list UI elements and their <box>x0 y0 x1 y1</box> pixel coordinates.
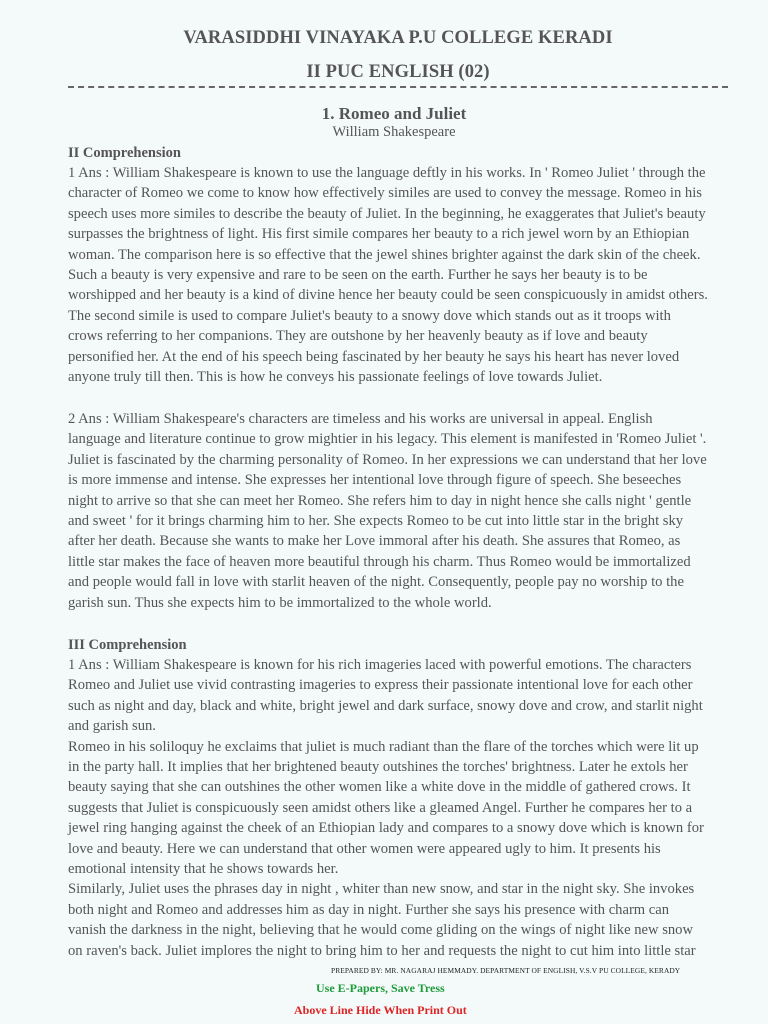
text-line: Such a beauty is very expensive and rare to be seen on the earth. Further he says her beauty is to be <box>68 267 648 284</box>
print-notice: Above Line Hide When Print Out <box>294 1003 467 1017</box>
text-line: garish sun. Thus she expects him to be immortalized to the whole world. <box>68 594 492 611</box>
text-line: surpasses the brightness of light. His first simile compares her beauty to a rich jewel worn by an Ethiopian <box>68 226 690 243</box>
section-heading-ii: II Comprehension <box>68 145 181 161</box>
answer-paragraph <box>68 163 740 387</box>
text-line: on raven's back. Juliet implores the night to bring him to her and requests the night to cut him into little star <box>68 942 696 959</box>
text-line: character of Romeo we come to know how effectively similes are used to convey the message. Romeo in his <box>68 185 702 202</box>
text-line: both night and Romeo and addresses him as day in night. Further she says his presence with charm can <box>68 901 670 918</box>
text-line: in the party hall. It implies that her brightened beauty outshines the torches' brightness. Later he extols her <box>68 759 688 776</box>
text-line: vanish the darkness in the night, believing that he would come gliding on the wings of night like new snow <box>68 922 694 939</box>
college-name: VARASIDDHI VINAYAKA P.U COLLEGE KERADI <box>183 28 613 48</box>
text-line: night to arrive so that she can meet her Romeo. She refers him to day in night hence she calls night ' gentle <box>68 492 692 509</box>
text-line: jewel ring hanging against the cheek of an Ethiopian lady and compares to a snowy dove which is known for <box>68 820 704 837</box>
course-title: II PUC ENGLISH (02) <box>306 62 490 82</box>
text-line: after her death. Because she wants to make her Love immoral after his death. She assures that Romeo, as <box>68 533 681 550</box>
text-line: love and beauty. Here we can understand that other women were appeared ugly to him. It presents his <box>68 840 661 857</box>
text-line: The second simile is used to compare Juliet's beauty to a snowy dove which stands out as it troops with <box>68 307 671 324</box>
prepared-by-text: PREPARED BY: MR. NAGARAJ HEMMADY. DEPARTMENT OF ENGLISH, V.S.V PU COLLEGE, KERADY <box>331 966 681 975</box>
text-line: personified her. At the end of his speech being fascinated by her beauty he says his heart has never loved <box>68 348 680 365</box>
lesson-title: 1. Romeo and Juliet <box>321 104 467 123</box>
text-line: 1 Ans : William Shakespeare is known for his rich imageries laced with powerful emotions. The characters <box>68 657 692 673</box>
text-line: speech uses more similes to describe the beauty of Juliet. In the beginning, he exaggerates that Juliet's beauty <box>68 205 706 222</box>
answer-paragraph <box>68 409 740 613</box>
text-line: language and literature continue to grow mightier in his legacy. This element is manifested in 'Romeo Juliet '. <box>68 431 707 448</box>
lesson-author: William Shakespeare <box>332 124 456 140</box>
text-line: suggests that Juliet is conspicuously seen amidst others like a gleamed Angel. Further he compares her to a <box>68 799 693 816</box>
text-line: 2 Ans : William Shakespeare's characters are timeless and his works are universal in appeal. English <box>68 411 653 427</box>
text-line: 1 Ans : William Shakespeare is known to use the language deftly in his works. In ' Romeo Juliet ' through the <box>68 165 706 181</box>
text-line: and sweet ' for it brings charming him to her. She expects Romeo to be cut into little star in the bright sky <box>68 513 684 530</box>
text-line: Similarly, Juliet uses the phrases day in night , whiter than new snow, and star in the night sky. She invokes <box>68 881 695 898</box>
text-line: worshipped and her beauty is a kind of divine hence her beauty could be seen conspicuously in amidst others. <box>68 287 708 304</box>
text-line: Juliet is fascinated by the charming personality of Romeo. In her expressions we can understand that her love <box>68 451 707 468</box>
text-line: little star makes the face of heaven more beautiful through his charm. Thus Romeo would be immortalized <box>68 553 691 570</box>
text-line: Romeo and Juliet use vivid contrasting imageries to express their passionate intentional love for each other <box>68 677 693 694</box>
text-line: and garish sun. <box>68 718 156 735</box>
section-heading-iii: III Comprehension <box>68 637 187 653</box>
text-line: anyone truly till then. This is how he conveys his passionate feelings of love towards Juliet. <box>68 369 603 386</box>
eco-slogan: Use E-Papers, Save Tress <box>316 981 445 995</box>
text-line: and people would fall in love with starlit heaven of the night. Consequently, people pay no worship to the <box>68 574 684 591</box>
text-line: is more immense and intense. She expresses her intentional love through figure of speech. She beseeches <box>68 472 682 489</box>
text-line: emotional intensity that he shows towards her. <box>68 861 339 878</box>
text-line: crows referring to her companions. They are outshone by her heavenly beauty as if love and beauty <box>68 328 648 345</box>
text-line: such as night and day, black and white, bright jewel and dark surface, snowy dove and crow, and starlit night <box>68 697 703 714</box>
text-line: woman. The comparison here is so effective that the jewel shines brighter against the dark skin of the cheek. <box>68 246 701 263</box>
text-line: Romeo in his soliloquy he exclaims that juliet is much radiant than the flare of the torches which were lit up <box>68 738 699 755</box>
answer-paragraph <box>68 655 740 961</box>
header-divider <box>68 86 728 90</box>
text-line: beauty saying that she can outshines the other women like a white dove in the middle of gathered crows. It <box>68 779 691 796</box>
